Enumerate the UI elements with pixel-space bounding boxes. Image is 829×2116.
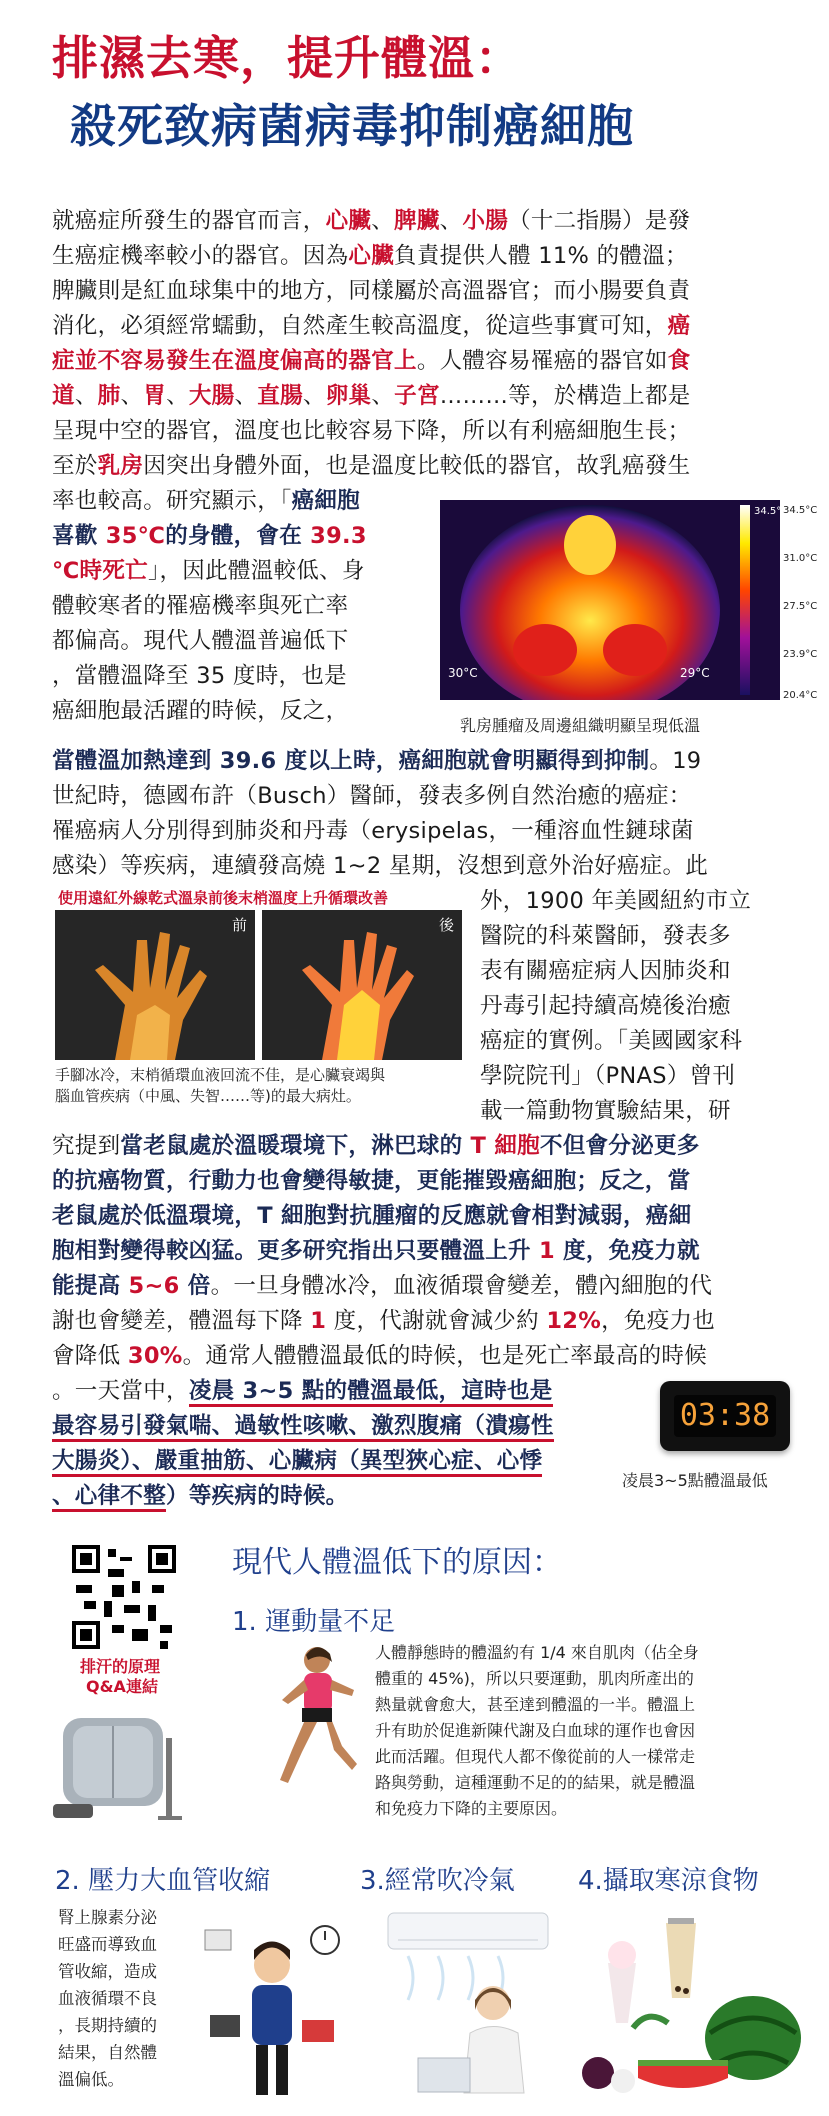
- reason-2-text: 腎上腺素分泌 旺盛而導致血 管收縮，造成 血液循環不良 ，長期持續的 結果，自然體 溫偏低。: [58, 1908, 157, 2089]
- thermo-label-left: 30°C: [448, 666, 478, 680]
- hands-caption-2: 腦血管疾病（中風、失智……等)的最大病灶。: [55, 1087, 361, 1105]
- after-label: 後: [438, 916, 454, 934]
- hand-before-image: [55, 910, 255, 1060]
- qr-caption-2: Q&A連結: [86, 1677, 158, 1696]
- hand-after-graphic: [262, 910, 462, 1060]
- thermogram-image: [440, 500, 789, 700]
- thermo-label-right: 29°C: [680, 666, 710, 680]
- reasons-heading: 現代人體溫低下的原因：: [232, 1545, 562, 1580]
- reason-4-title: 4.攝取寒涼食物: [578, 1866, 759, 1896]
- stressed-person-graphic: [190, 1905, 355, 2100]
- scale-label-3: 27.5°C: [783, 601, 818, 612]
- thermogram-caption: 乳房腫瘤及周邊組織明顯呈現低溫: [460, 716, 701, 735]
- title-line-2: 殺死致病菌病毒抑制癌細胞: [70, 99, 634, 153]
- intro-paragraph: 就癌症所發生的器官而言，心臟、脾臟、小腸（十二指腸）是發 生癌症機率較小的器官。因為心臟負責提供人體 11% 的體溫； 脾臟則是紅血球集中的地方，同樣屬於高溫器官；而小腸要負責 消化，必須經常蠕動，自然產生較高溫度，從這些事實可知，癌 症並不容易發生在溫度偏高的器官上。人體容易罹癌的器官如食 道、肺、胃、大腸、直腸、卵巢、子宮………等，於構造上都是 呈現中空的器官，溫度也比較容易下降，所以有利癌細胞生長； 至於乳房因突出身體外面，也是溫度比較低的器官，故乳癌發生: [52, 208, 691, 479]
- cold-food-image: [578, 1903, 803, 2103]
- thermogram-graphic: [440, 500, 780, 700]
- right-column-text: 外，1900 年美國紐約市立 醫院的科萊醫師，發表多 表有關癌症病人因肺炎和 丹毒引起持續高燒後治癒 癌症的實例。「美國國家科 學院院刊」（PNAS）曾刊 載一篇動物實驗結果，研: [480, 888, 752, 1124]
- sauna-pod-image: [48, 1708, 218, 1826]
- air-conditioner-image: [378, 1908, 568, 2098]
- before-label: 前: [231, 916, 247, 934]
- scale-label-4: 23.9°C: [783, 649, 818, 660]
- scale-label-1: 34.5°C: [783, 505, 818, 516]
- body-paragraph-2: 究提到當老鼠處於溫暖環境下，淋巴球的 T 細胞不但會分泌更多 的抗癌物質，行動力也會變得敏捷，更能摧毀癌細胞；反之，當 老鼠處於低溫環境，T 細胞對抗腫瘤的反應就會相對減弱，癌細 胞相對變得較凶猛。更多研究指出只要體溫上升 1 度，免疫力就 能提高 5~6 倍。一旦身體冰冷，血液循環會變差，體內細胞的代 謝也會變差，體溫每下降 1 度，代謝就會減少約 12%，免疫力也 會降低 30%。通常人體體溫最低的時候，也是死亡率最高的時候 。一天當中，凌晨 3~5 點的體溫最低，這時也是 最容易引發氣喘、過敏性咳嗽、激烈腹痛（潰瘍性 大腸炎）、嚴重抽筋、心臟病（異型狹心症、心悸 、心律不整）等疾病的時候。: [52, 1129, 715, 1514]
- scale-label-5: 20.4°C: [783, 690, 818, 701]
- hands-header: 使用遠紅外線乾式溫泉前後末梢溫度上升循環改善: [58, 889, 389, 907]
- scale-label: 34.5°C: [754, 506, 789, 517]
- air-conditioner-graphic: [378, 1908, 568, 2098]
- clock-display: 03:38: [674, 1395, 776, 1437]
- reason-1-title: 1. 運動量不足: [232, 1607, 396, 1637]
- qr-caption-1: 排汗的原理: [80, 1657, 161, 1676]
- qr-code[interactable]: [72, 1545, 176, 1649]
- reason-2-title: 2. 壓力大血管收縮: [55, 1866, 271, 1896]
- title-line-1: 排濕去寒，提升體溫：: [52, 31, 522, 85]
- alarm-clock-image: [660, 1381, 790, 1451]
- stressed-person-image: [190, 1905, 355, 2100]
- runner-graphic: [262, 1640, 372, 1805]
- left-column-text: 率也較高。研究顯示，「癌細胞 喜歡 35℃的身體，會在 39.3 ℃時死亡」，因此體溫較低、身 體較寒者的罹癌機率與死亡率 都偏高。現代人體溫普遍低下 ，當體溫降至 35 度時，也是 癌細胞最活躍的時候，反之，: [52, 488, 367, 724]
- scale-label-2: 31.0°C: [783, 553, 818, 564]
- hand-before-graphic: [55, 910, 255, 1060]
- reason-3-title: 3.經常吹冷氣: [360, 1866, 515, 1896]
- qr-code-graphic: [72, 1545, 176, 1649]
- hand-after-image: [262, 910, 462, 1060]
- hands-caption-1: 手腳冰冷，末梢循環血液回流不佳，是心臟衰竭與: [55, 1066, 386, 1084]
- reason-1-text: 人體靜態時的體溫約有 1/4 來自肌肉（佔全身 體重的 45%)，所以只要運動，肌肉所產出的 熱量就會愈大，甚至達到體溫的一半。體溫上 升有助於促進新陳代謝及白血球的運作也會因 此而活躍。但現代人都不像從前的人一樣常走 路與勞動，這種運動不足的的結果，就是體溫 和免疫力下降的主要原因。: [375, 1643, 699, 1818]
- middle-paragraph: 當體溫加熱達到 39.6 度以上時，癌細胞就會明顯得到抑制。19 世紀時，德國布許（Busch）醫師，發表多例自然治癒的癌症： 罹癌病人分別得到肺炎和丹毒（erysipelas，一種溶血性鏈球菌 感染）等疾病，連續發高燒 1~2 星期，沒想到意外治好癌症。此: [52, 748, 709, 879]
- clock-caption: 凌晨3~5點體溫最低: [622, 1471, 768, 1490]
- cold-food-graphic: [578, 1903, 803, 2103]
- runner-image: [262, 1640, 372, 1805]
- sauna-pod-graphic: [48, 1708, 218, 1826]
